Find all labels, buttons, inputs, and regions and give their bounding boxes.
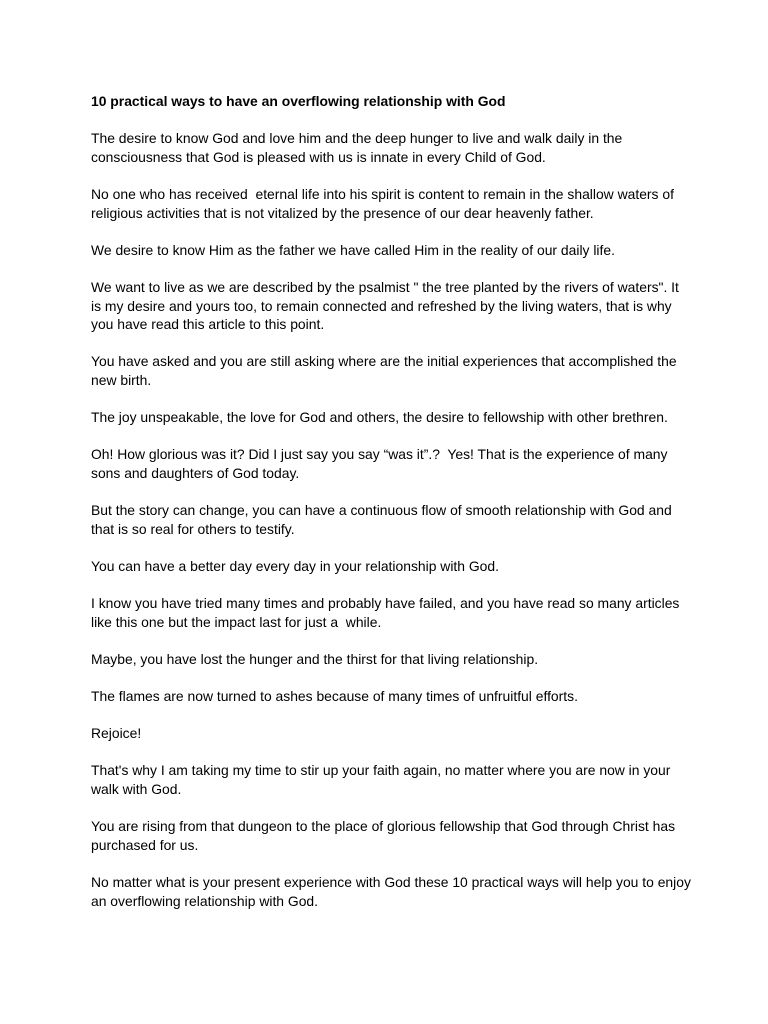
paragraph-3: We desire to know Him as the father we have called Him in the reality of our daily life. [91, 241, 615, 258]
paragraph-13: Rejoice! [91, 725, 142, 742]
paragraph-1: The desire to know God and love him and the deep hunger to live and walk daily in the consciousness that God is pleased with us is innate in every Child of God. [91, 130, 627, 165]
paragraph-9: You can have a better day every day in your relationship with God. [91, 557, 499, 574]
paragraph-8: But the story can change, you can have a continuous flow of smooth relationship with God and that is so real for others to testify. [91, 502, 676, 537]
paragraph-4: We want to live as we are described by the psalmist " the tree planted by the rivers of waters". It is my desire and yours too, to remain connected and refreshed by the living waters, that is why you have read this article to this point. [91, 278, 683, 333]
document-title: 10 practical ways to have an overflowing relationship with God [91, 93, 506, 109]
paragraph-11: Maybe, you have lost the hunger and the thirst for that living relationship. [91, 650, 539, 667]
paragraph-2: No one who has received eternal life into his spirit is content to remain in the shallow waters of religious activities that is not vitalized by the presence of our dear heavenly father. [91, 185, 678, 221]
paragraph-5: You have asked and you are still asking where are the initial experiences that accomplished the new birth. [91, 353, 681, 388]
document-page [91, 92, 695, 929]
paragraph-15: You are rising from that dungeon to the place of glorious fellowship that God through Christ has purchased for us. [91, 818, 679, 853]
paragraph-10: I know you have tried many times and probably have failed, and you have read so many articles like this one but the impact last for just a while. [91, 595, 684, 630]
paragraph-6: The joy unspeakable, the love for God and others, the desire to fellowship with other brethren. [91, 409, 668, 426]
paragraph-7: Oh! How glorious was it? Did I just say you say “was it”.? Yes! That is the experience of many sons and daughters of God today. [91, 446, 672, 481]
paragraph-16: No matter what is your present experience with God these 10 practical ways will help you to enjoy an overflowing relationship with God. [91, 873, 695, 909]
paragraph-14: That's why I am taking my time to stir up your faith again, no matter where you are now in your walk with God. [91, 762, 675, 797]
paragraph-12: The flames are now turned to ashes because of many times of unfruitful efforts. [91, 688, 578, 704]
